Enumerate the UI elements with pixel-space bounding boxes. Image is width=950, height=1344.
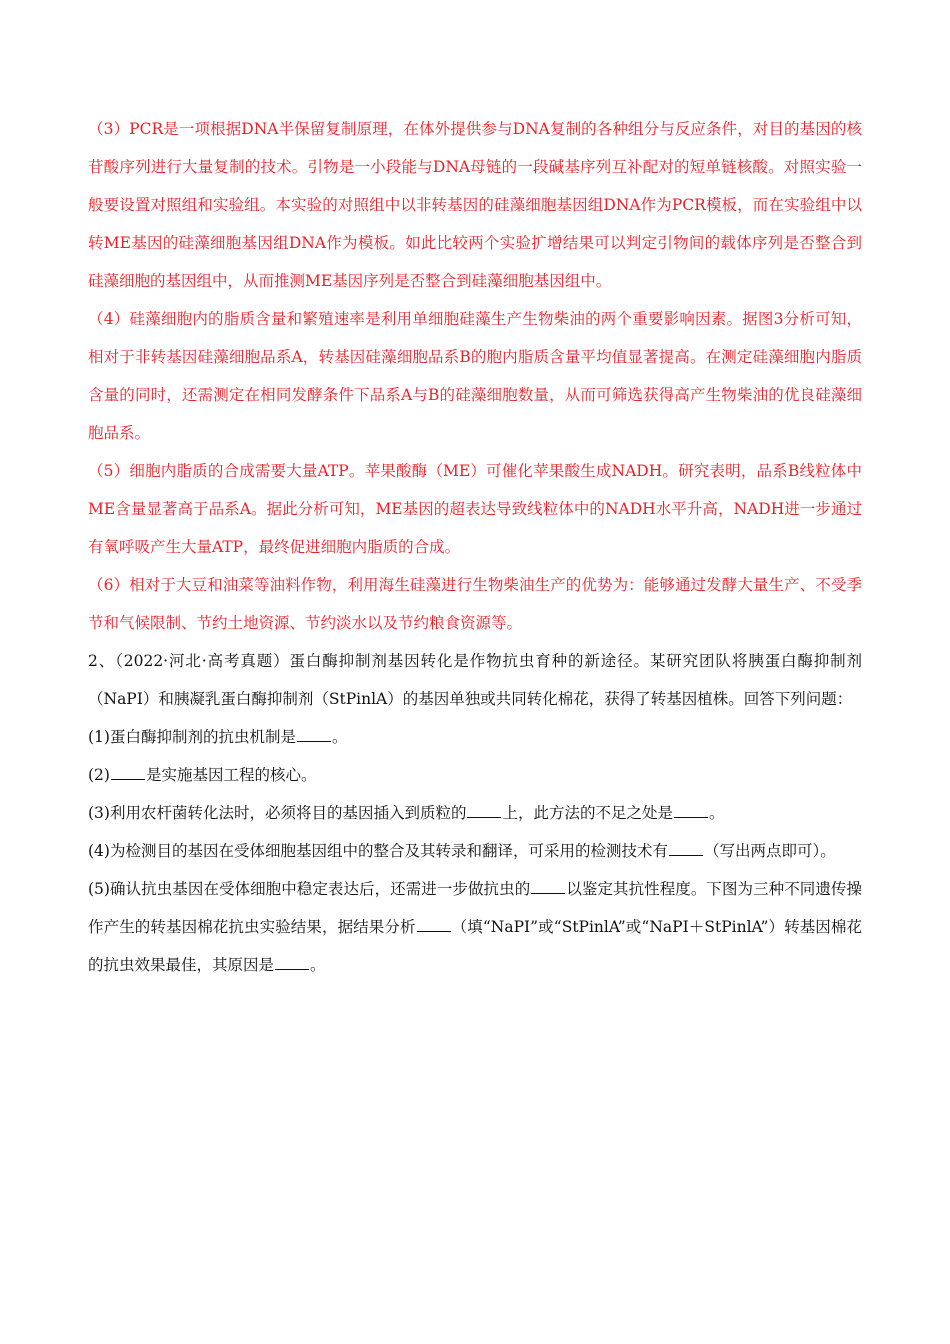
question-4-end: （写出两点即可）。	[703, 842, 836, 860]
question-3-text-2: 上，此方法的不足之处是	[502, 804, 673, 822]
question-2	[88, 756, 862, 794]
question-2-number: (2)	[88, 766, 110, 784]
answer-paragraph-4: （4）硅藻细胞内的脂质含量和繁殖速率是利用单细胞硅藻生产生物柴油的两个重要影响因素。据图3分析可知，相对于非转基因硅藻细胞品系A，转基因硅藻细胞品系B的胞内脂质含量平均值显著提高。在测定硅藻细胞内脂质含量的同时，还需测定在相同发酵条件下品系A与B的硅藻细胞数量，从而可筛选获得高产生物柴油的优良硅藻细胞品系。	[88, 310, 862, 442]
answer-blank	[417, 930, 451, 932]
question-2-text: 是实施基因工程的核心。	[145, 766, 317, 784]
answer-paragraph-5: （5）细胞内脂质的合成需要大量ATP。苹果酸酶（ME）可催化苹果酸生成NADH。研究表明，品系B线粒体中ME含量显著高于品系A。据此分析可知，ME基因的超表达导致线粒体中的NADH水平升高，NADH进一步通过有氧呼吸产生大量ATP，最终促进细胞内脂质的合成。	[88, 462, 862, 556]
answer-blank	[111, 778, 145, 780]
answer-blank	[275, 968, 309, 970]
answer-blank	[467, 816, 501, 818]
question-5-end: 。	[310, 956, 326, 974]
question-5-text-3: （填“NaPI”或“StPinlA”或“NaPI＋StPinlA”）转基因棉花的抗虫效果最佳，其原因是	[88, 918, 862, 974]
question-1-text: (1)蛋白酶抑制剂的抗虫机制是	[88, 728, 296, 746]
question-3-text: (3)利用农杆菌转化法时，必须将目的基因插入到质粒的	[88, 804, 467, 822]
question-3	[88, 794, 862, 832]
question-1	[88, 718, 862, 756]
answer-blank	[669, 854, 703, 856]
question-5	[88, 870, 862, 984]
question-5-text: (5)确认抗虫基因在受体细胞中稳定表达后，还需进一步做抗虫的	[88, 880, 531, 898]
answer-paragraph-6: （6）相对于大豆和油菜等油料作物，利用海生硅藻进行生物柴油生产的优势为：能够通过发酵大量生产、不受季节和气候限制、节约土地资源、节约淡水以及节约粮食资源等。	[88, 576, 862, 632]
answer-paragraph-3: （3）PCR是一项根据DNA半保留复制原理，在体外提供参与DNA复制的各种组分与反应条件，对目的基因的核苷酸序列进行大量复制的技术。引物是一小段能与DNA母链的一段碱基序列互补配对的短单链核酸。对照实验一般要设置对照组和实验组。本实验的对照组中以非转基因的硅藻细胞基因组DNA作为PCR模板，而在实验组中以转ME基因的硅藻细胞基因组DNA作为模板。如此比较两个实验扩增结果可以判定引物间的载体序列是否整合到硅藻细胞的基因组中，从而推测ME基因序列是否整合到硅藻细胞基因组中。	[88, 120, 862, 290]
question-3-end: 。	[708, 804, 725, 822]
answer-blank	[297, 740, 331, 742]
question-4-text: (4)为检测目的基因在受体细胞基因组中的整合及其转录和翻译，可采用的检测技术有	[88, 842, 668, 860]
question-5-text-2: 以鉴定其抗性程度。下图为三种不同遗传操作产生的转基因棉花抗虫实验结果，据结果分析	[88, 880, 862, 936]
answer-blank	[531, 892, 565, 894]
page-content	[88, 110, 862, 984]
question-intro: 2、（2022·河北·高考真题）蛋白酶抑制剂基因转化是作物抗虫育种的新途径。某研究团队将胰蛋白酶抑制剂（NaPI）和胰凝乳蛋白酶抑制剂（StPinlA）的基因单独或共同转化棉花，获得了转基因植株。回答下列问题：	[88, 652, 862, 708]
answer-blank	[674, 816, 708, 818]
question-4	[88, 832, 862, 870]
question-1-end: 。	[331, 728, 348, 746]
